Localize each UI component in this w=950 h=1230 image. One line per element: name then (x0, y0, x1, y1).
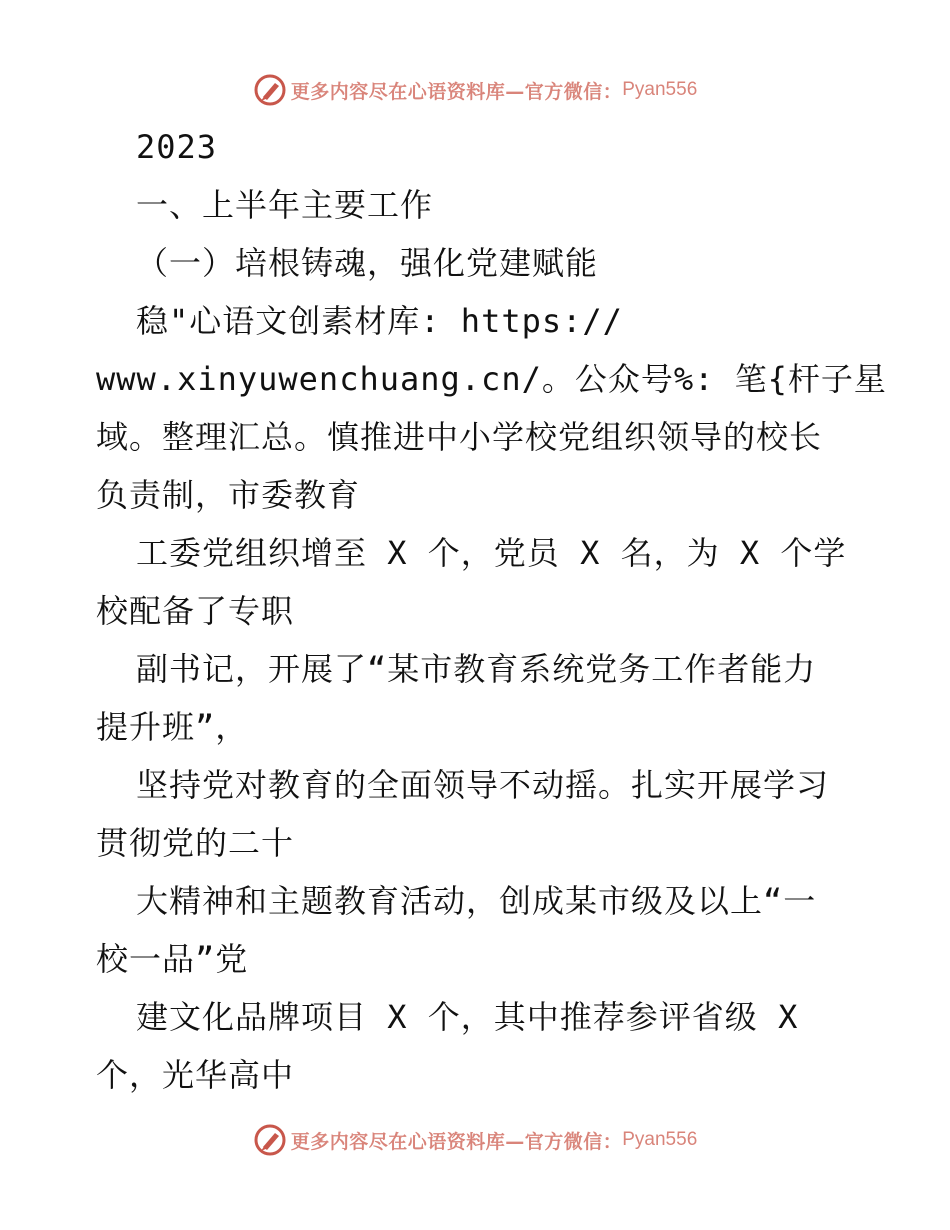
text-line: 负责制，市委教育 (96, 476, 361, 514)
text-line: 稳"心语文创素材库: https:// (136, 302, 623, 340)
text-line: 2023 (136, 128, 218, 166)
document-body (0, 118, 950, 1104)
subsection-heading: （一）培根铸魂，强化党建赋能 (136, 244, 599, 282)
pen-logo-icon (253, 1123, 287, 1157)
watermark-text: 更多内容尽在心语资料库—官方微信： (290, 80, 623, 103)
text-line: 提升班”， (96, 708, 249, 746)
text-line: 个，光华高中 (96, 1056, 295, 1094)
text-line: 域。整理汇总。慎推进中小学校党组织领导的校长 (96, 418, 823, 456)
watermark-wechat-id: Pyan556 (622, 1129, 698, 1150)
text-line: 校配备了专职 (96, 592, 295, 630)
text-line: 坚持党对教育的全面领导不动摇。扎实开展学习 (136, 766, 830, 804)
text-line: www.xinyuwenchuang.cn/。公众号%: 笔{杆子星 (96, 360, 887, 398)
text-line: 副书记，开展了“某市教育系统党务工作者能力 (136, 650, 817, 688)
section-heading: 一、上半年主要工作 (136, 186, 434, 224)
watermark-banner-top (0, 70, 950, 110)
text-line: 贯彻党的二十 (96, 824, 295, 862)
text-line: 校一品”党 (96, 940, 249, 978)
watermark-banner-bottom (0, 1120, 950, 1160)
text-line: 大精神和主题教育活动，创成某市级及以上“一 (136, 882, 817, 920)
watermark-wechat-id: Pyan556 (622, 79, 698, 100)
watermark-text: 更多内容尽在心语资料库—官方微信： (290, 1130, 623, 1153)
text-line: 工委党组织增至 X 个，党员 X 名，为 X 个学 (136, 534, 847, 572)
text-line: 建文化品牌项目 X 个，其中推荐参评省级 X (136, 998, 799, 1036)
pen-logo-icon (253, 73, 287, 107)
